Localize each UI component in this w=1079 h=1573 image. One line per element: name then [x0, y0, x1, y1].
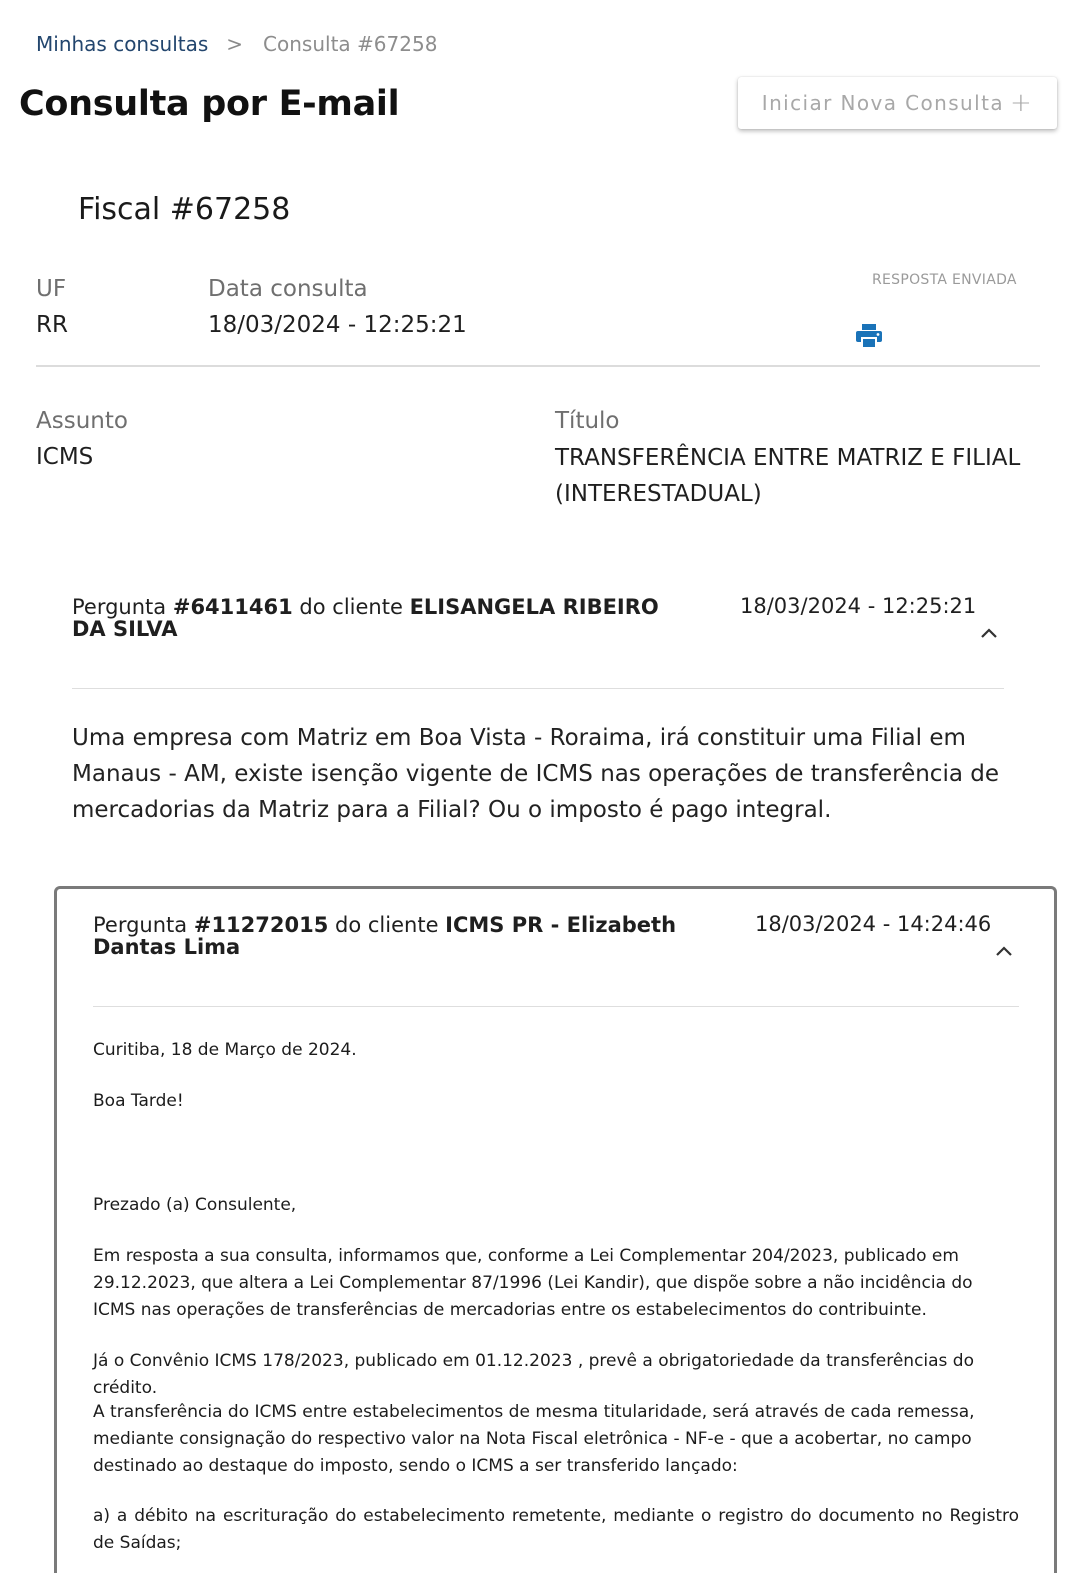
- question-client-name: ELISANGELA RIBEIRO DA SILVA: [72, 595, 659, 641]
- answer-prefix: Pergunta: [93, 913, 188, 937]
- subject-label: Assunto: [36, 408, 128, 434]
- chevron-up-icon[interactable]: [980, 624, 998, 636]
- breadcrumb-current: Consulta #67258: [263, 32, 438, 56]
- question-client-text: do cliente: [299, 595, 403, 619]
- breadcrumb-link-minhas-consultas[interactable]: Minhas consultas: [36, 32, 209, 56]
- plus-icon: +: [1010, 88, 1034, 118]
- consult-heading: Fiscal #67258: [78, 192, 291, 227]
- question-header: [72, 596, 672, 640]
- title-value: TRANSFERÊNCIA ENTRE MATRIZ E FILIAL (INTERESTADUAL): [555, 445, 1021, 507]
- answer-paragraph: Prezado (a) Consulente,: [93, 1195, 297, 1215]
- answer-paragraph: Curitiba, 18 de Março de 2024.: [93, 1040, 357, 1060]
- new-consult-button[interactable]: [738, 77, 1057, 129]
- answer-datetime: 18/03/2024 - 14:24:46: [755, 912, 992, 936]
- answer-paragraph: A transferência do ICMS entre estabelecimentos de mesma titularidade, será através de cada remessa, mediante consignação do respectivo valor na Nota Fiscal eletrônica - NF-e - que a acobertar, no campo destinado ao destaque do imposto, sendo o ICMS a ser transferido lançado:: [93, 1402, 975, 1476]
- status-badge: RESPOSTA ENVIADA: [872, 272, 1017, 288]
- question-datetime: 18/03/2024 - 12:25:21: [740, 594, 977, 618]
- page-title: Consulta por E-mail: [19, 84, 400, 124]
- answer-paragraph: Já o Convênio ICMS 178/2023, publicado em 01.12.2023 , prevê a obrigatoriedade da transferências do crédito.: [93, 1351, 975, 1398]
- answer-client-name: ICMS PR - Elizabeth Dantas Lima: [93, 913, 677, 959]
- subject-value: ICMS: [36, 444, 94, 470]
- divider: [36, 365, 1040, 367]
- answer-number: #11272015: [193, 913, 329, 937]
- answer-paragraph: a) a débito na escrituração do estabelecimento remetente, mediante o registro do documento no Registro de Saídas;: [93, 1506, 1019, 1553]
- chevron-up-icon[interactable]: [995, 942, 1013, 954]
- uf-label: UF: [36, 276, 67, 302]
- answer-paragraph: Em resposta a sua consulta, informamos que, conforme a Lei Complementar 204/2023, publicado em 29.12.2023, que altera a Lei Complementar 87/1996 (Lei Kandir), que dispõe sobre a não incidência do ICMS nas operações de transferências de mercadorias entre os estabelecimentos do contribuinte.: [93, 1246, 973, 1320]
- uf-value: RR: [36, 312, 68, 338]
- print-icon[interactable]: [855, 323, 883, 349]
- answer-paragraph: Boa Tarde!: [93, 1091, 184, 1111]
- question-body: Uma empresa com Matriz em Boa Vista - Roraima, irá constituir uma Filial em Manaus - AM, existe isenção vigente de ICMS nas operações de transferência de mercadorias da Matriz para a Filial? Ou o imposto é pago integral.: [72, 725, 999, 823]
- date-value: 18/03/2024 - 12:25:21: [208, 312, 467, 338]
- date-label: Data consulta: [208, 276, 368, 302]
- question-divider: [72, 688, 1004, 689]
- breadcrumb-separator: >: [226, 32, 244, 56]
- question-number: #6411461: [172, 595, 293, 619]
- question-prefix: Pergunta: [72, 595, 167, 619]
- answer-header: [93, 914, 693, 958]
- new-consult-label: Iniciar Nova Consulta: [761, 91, 1004, 115]
- title-label: Título: [555, 408, 620, 434]
- breadcrumb: [36, 32, 437, 56]
- answer-client-text: do cliente: [335, 913, 439, 937]
- answer-divider: [93, 1006, 1019, 1007]
